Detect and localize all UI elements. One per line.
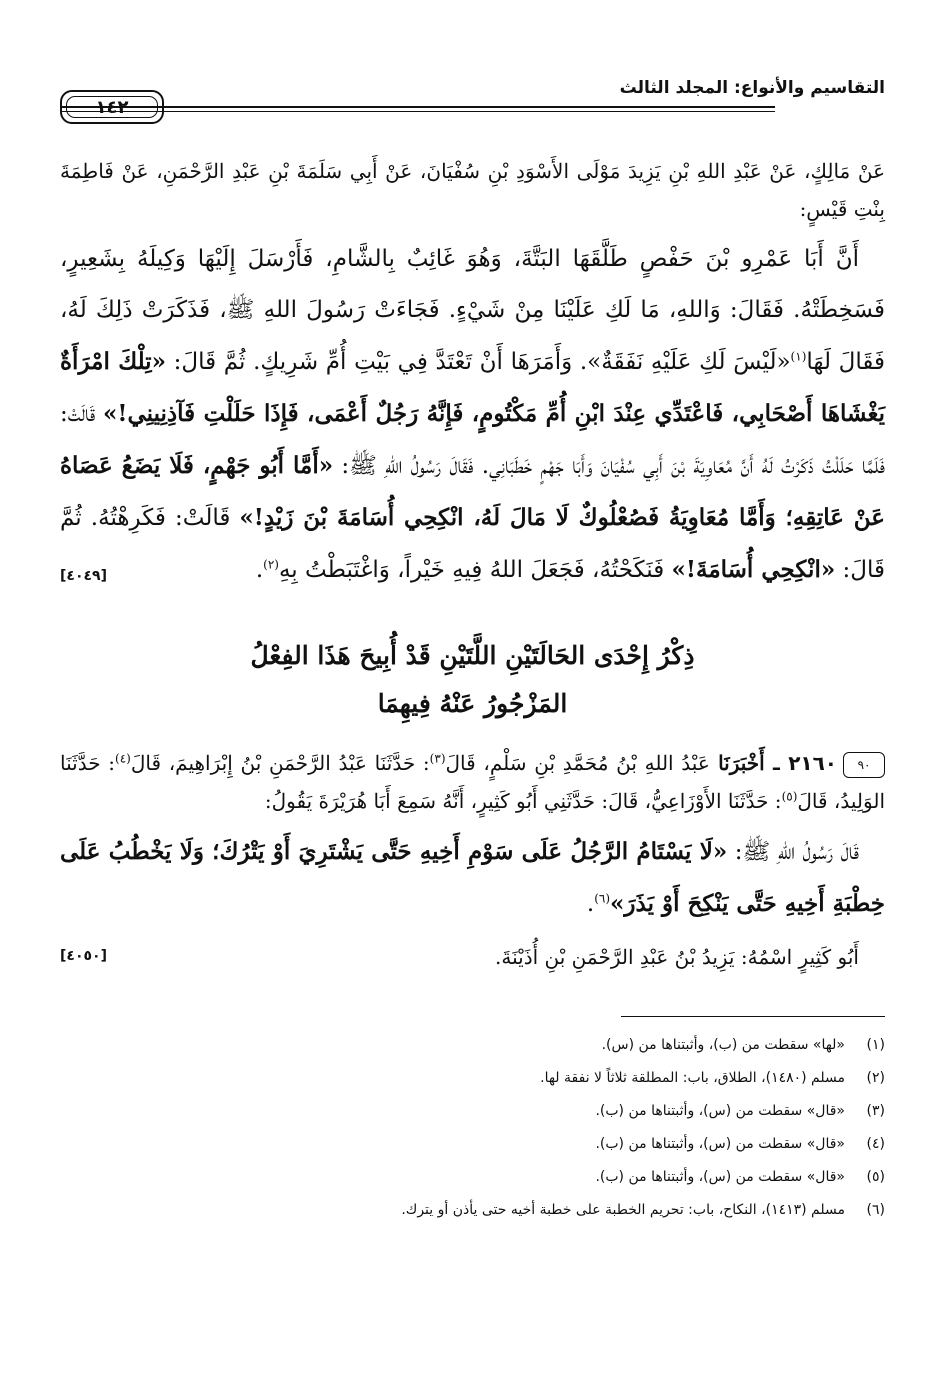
matn-text: قَالَتْ: فَكَرِهْتُهُ. ثُمَّ قَالَ: — [60, 505, 885, 583]
page-header — [60, 70, 885, 126]
matn-paragraph: قَالَ رَسُولُ اللهِ ﷺ: «لَا يَسْتَامُ الرَّجُلُ عَلَى سَوْمِ أَخِيهِ حَتَّى يَشْتَرِيَ أَوْ يَتْرُكَ؛ وَلَا يَخْطُبُ عَلَى خِطْبَةِ أَخِيهِ حَتَّى يَنْكِحَ أَوْ يَذَرَ»$^{(٦)}$. — [60, 838, 885, 917]
footnote-number: (١) — [866, 1037, 885, 1053]
hadith-number: ٢١٦٠ ـ — [773, 751, 838, 775]
chapter-heading — [60, 632, 885, 728]
prophetic-speech: «انْكِحِي أُسَامَةَ!» — [671, 556, 836, 583]
footnote-separator — [621, 1016, 885, 1017]
footnote-marker: (٥) — [781, 789, 798, 804]
footnote-text: «قال» سقطت من (س)، وأثبتناها من (ب). — [595, 1169, 845, 1185]
hadith-ornament-icon: ٩٠ — [843, 752, 885, 778]
page-number: ١٤٢ — [66, 96, 158, 118]
footnote-text: «قال» سقطت من (س)، وأثبتناها من (ب). — [595, 1136, 845, 1152]
matn-paragraph: أَنَّ أَبَا عَمْرِو بْنَ حَفْصٍ طَلَّقَهَا البَتَّةَ، وَهُوَ غَائِبٌ بِالشَّامِ، فَأَرْسَلَ إِلَيْهَا وَكِيلَهُ بِشَعِيرٍ، فَسَخِطَتْهُ. فَقَالَ: وَاللهِ، مَا لَكِ عَلَيْنَا مِنْ شَيْءٍ. فَجَاءَتْ رَسُولَ اللهِ ﷺ، فَذَكَرَتْ ذَلِكَ لَهُ، فَقَالَ لَهَا$^{(١)}$«لَيْسَ لَكِ عَلَيْهِ نَفَقَةٌ». وَأَمَرَهَا أَنْ تَعْتَدَّ فِي بَيْتِ أُمِّ شَرِيكٍ. ثُمَّ قَالَ: «تِلْكَ امْرَأَةٌ يَغْشَاهَا أَصْحَابِي، فَاعْتَدِّي عِنْدَ ابْنِ أُمِّ مَكْتُومٍ، فَإِنَّهُ رَجُلٌ أَعْمَى، فَإِذَا حَلَلْتِ فَآذِنِينِي!» قَالَتْ: فَلَمَّا حَلَلْتُ ذَكَرْتُ لَهُ أَنَّ مُعَاوِيَةَ بْنَ أَبِي سُفْيَانَ وَأَبَا جَهْمٍ خَطَبَانِي. فَقَالَ رَسُولُ اللهِ ﷺ: «أَمَّا أَبُو جَهْمٍ، فَلَا يَضَعُ عَصَاهُ عَنْ عَاتِقِهِ؛ وَأَمَّا مُعَاوِيَةُ فَصُعْلُوكٌ لَا مَالَ لَهُ، انْكِحِي أُسَامَةَ بْنَ زَيْدٍ!» قَالَتْ: فَكَرِهْتُهُ. ثُمَّ قَالَ: «انْكِحِي أُسَامَةَ!» فَنَكَحْتُهُ، فَجَعَلَ اللهُ فِيهِ خَيْراً، وَاغْتَبَطْتُ بِهِ$^{(٢)}$. — [60, 246, 886, 583]
prophetic-speech: «تِلْكَ امْرَأَةٌ يَغْشَاهَا أَصْحَابِي، فَاعْتَدِّي عِنْدَ ابْنِ أُمِّ مَكْتُومٍ، فَإِنَّهُ رَجُلٌ أَعْمَى، فَإِذَا حَلَلْتِ فَآذِنِينِي!» — [60, 348, 885, 427]
footnote-marker: (٤) — [115, 751, 131, 766]
footnote-number: (٤) — [866, 1136, 885, 1152]
book-page — [60, 70, 886, 1218]
footnote — [60, 1095, 885, 1128]
footnote-marker: (١) — [790, 349, 807, 364]
footnote-number: (٥) — [866, 1169, 885, 1185]
isnad-paragraph: عَنْ مَالِكٍ، عَنْ عَبْدِ اللهِ بْنِ يَزِيدَ مَوْلَى الأَسْوَدِ بْنِ سُفْيَانَ، عَنْ أَبِي سَلَمَةَ بْنِ عَبْدِ الرَّحْمَنِ، عَنْ فَاطِمَةَ بِنْتِ قَيْسٍ: — [60, 159, 885, 221]
footnote-marker: (٣) — [429, 751, 446, 766]
matn-text: «لَيْسَ لَكِ عَلَيْهِ نَفَقَةٌ». وَأَمَرَهَا أَنْ تَعْتَدَّ فِي بَيْتِ أُمِّ شَرِيكٍ. ثُمَّ قَالَ: — [165, 349, 791, 375]
header-rule-thin — [60, 111, 775, 112]
isnad-text: عَبْدُ اللهِ بْنُ مُحَمَّدِ بْنِ سَلْمٍ، قَالَ — [445, 751, 710, 775]
transmission-word: أَخْبَرَنَا — [709, 751, 774, 775]
matn-text: أَنَّ أَبَا عَمْرِو بْنَ حَفْصٍ طَلَّقَهَا البَتَّةَ، وَهُوَ غَائِبٌ بِالشَّامِ، فَأَرْسَلَ إِلَيْهَا وَكِيلَهُ بِشَعِيرٍ، فَسَخِطَتْهُ. فَقَالَ: وَاللهِ، مَا لَكِ عَلَيْنَا مِنْ شَيْءٍ. فَجَاءَتْ رَسُولَ اللهِ ﷺ، فَذَكَرَتْ ذَلِكَ لَهُ، فَقَالَ لَهَا — [60, 246, 885, 375]
isnad-text: : حَدَّثَنَا عَبْدُ الرَّحْمَنِ بْنُ إِبْرَاهِيمَ، قَالَ — [130, 751, 430, 775]
narrator-note: أَبُو كَثِيرٍ اسْمُهُ: يَزِيدُ بْنُ عَبْدِ الرَّحْمَنِ بْنِ أُذَيْنَةَ. — [495, 945, 859, 969]
footnote-number: (٢) — [866, 1070, 885, 1086]
footnote — [60, 1194, 885, 1227]
footnote — [60, 1029, 885, 1062]
prophetic-speech: «أَمَّا أَبُو جَهْمٍ، فَلَا يَضَعُ عَصَاهُ عَنْ عَاتِقِهِ؛ وَأَمَّا مُعَاوِيَةُ فَصُعْلُوكٌ لَا مَالَ لَهُ، انْكِحِي أُسَامَةَ بْنَ زَيْدٍ!» — [60, 452, 885, 531]
footnotes — [60, 1029, 885, 1227]
footnote-marker: (٦) — [594, 891, 611, 906]
isnad-text: : حَدَّثَنَا الأَوْزَاعِيُّ، قَالَ: حَدَّثَنِي أَبُو كَثِيرٍ، أَنَّهُ سَمِعَ أَبَا هُرَيْرَةَ يَقُولُ: — [264, 789, 782, 813]
matn-text: قَالَتْ: فَلَمَّا حَلَلْتُ ذَكَرْتُ لَهُ أَنَّ مُعَاوِيَةَ بْنَ أَبِي سُفْيَانَ وَأَبَا جَهْمٍ خَطَبَانِي. فَقَالَ رَسُولُ اللهِ ﷺ: — [60, 401, 886, 479]
page-body — [60, 152, 885, 1227]
matn-text: قَالَ رَسُولُ اللهِ ﷺ: — [727, 839, 859, 865]
footnote — [60, 1062, 885, 1095]
isnad-text: : حَدَّثَنَا الوَلِيدُ، قَالَ — [60, 751, 885, 813]
matn-text: فَنَكَحْتُهُ، فَجَعَلَ اللهُ فِيهِ خَيْراً، وَاغْتَبَطْتُ بِهِ — [278, 557, 672, 583]
footnote-text: «لها» سقطت من (ب)، وأثبتناها من (س). — [601, 1037, 845, 1053]
footnote-marker: (٢) — [263, 557, 279, 572]
isnad-paragraph — [60, 744, 885, 820]
chapter-heading-line: المَزْجُورُ عَنْهُ فِيهِمَا — [377, 689, 568, 718]
running-title: التقاسيم والأنواع: المجلد الثالث — [619, 78, 885, 98]
footnote — [60, 1161, 885, 1194]
page-number-frame — [60, 90, 164, 124]
footnote-text: «قال» سقطت من (س)، وأثبتناها من (ب). — [595, 1103, 845, 1119]
footnote-number: (٣) — [866, 1103, 885, 1119]
footnote-text: مسلم (١٤١٣)، النكاح، باب: تحريم الخطبة على خطبة أخيه حتى يأذن أو يترك. — [401, 1202, 845, 1218]
hadith-reference: [٤٠٥٠] — [60, 948, 107, 964]
chapter-heading-line: ذِكْرُ إِحْدَى الحَالَتَيْنِ اللَّتَيْنِ قَدْ أُبِيحَ هَذَا الفِعْلُ — [250, 641, 695, 670]
prophetic-speech: «لَا يَسْتَامُ الرَّجُلُ عَلَى سَوْمِ أَخِيهِ حَتَّى يَشْتَرِيَ أَوْ يَتْرُكَ؛ وَلَا يَخْطُبُ عَلَى خِطْبَةِ أَخِيهِ حَتَّى يَنْكِحَ أَوْ يَذَرَ» — [60, 838, 885, 917]
footnote-text: مسلم (١٤٨٠)، الطلاق، باب: المطلقة ثلاثاً لا نفقة لها. — [540, 1070, 845, 1086]
footnote-number: (٦) — [866, 1202, 885, 1218]
header-rule — [60, 106, 775, 108]
footnote — [60, 1128, 885, 1161]
hadith-reference: [٤٠٤٩] — [60, 568, 107, 584]
